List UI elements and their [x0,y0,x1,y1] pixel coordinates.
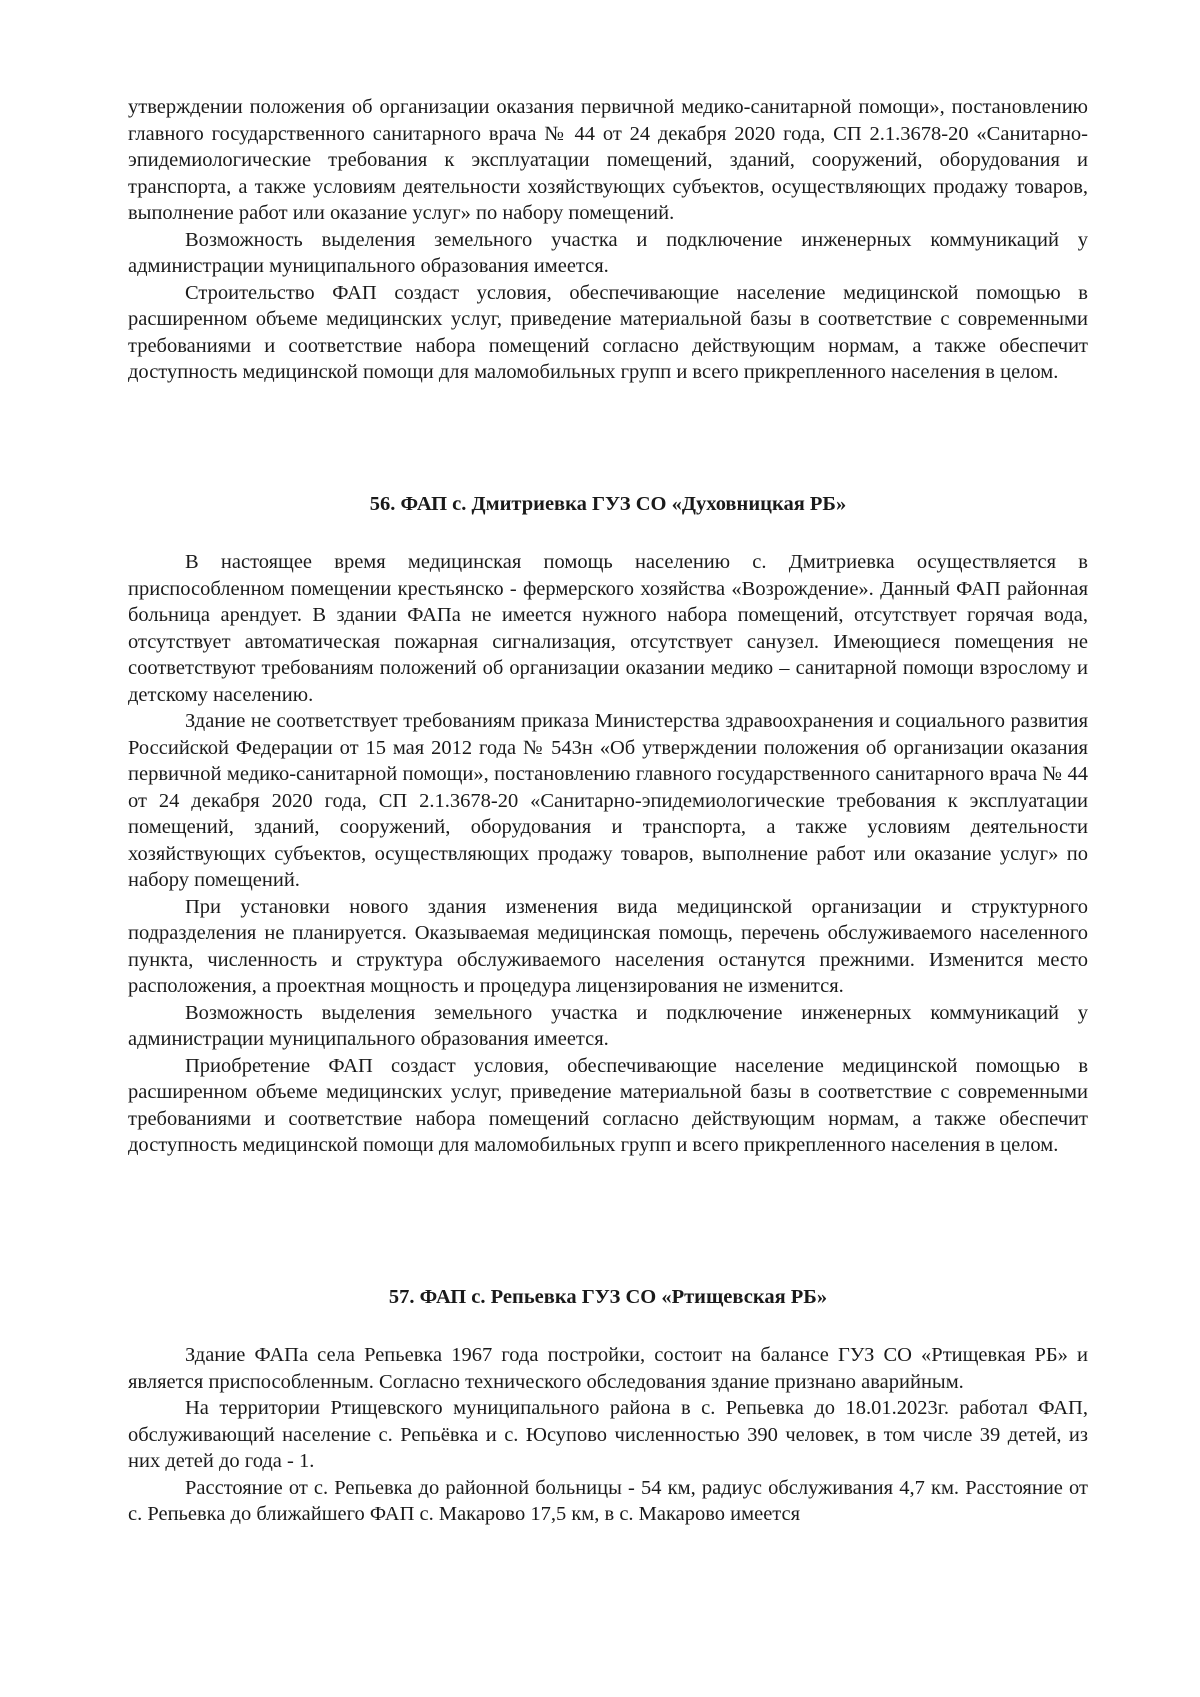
paragraph: утверждении положения об организации оказания первичной медико-санитарной помощи», постановлению главного государственного санитарного врача № 44 от 24 декабря 2020 года, СП 2.1.3678-20 «Санитарно-эпидемиологические требования к эксплуатации помещений, зданий, сооружений, оборудования и транспорта, а также условиям деятельности хозяйствующих субъектов, осуществляющих продажу товаров, выполнение работ или оказание услуг» по набору помещений. [128,96,1088,224]
paragraph: В настоящее время медицинская помощь населению с. Дмитриевка осуществляется в приспособленном помещении крестьянско - фермерского хозяйства «Возрождение». Данный ФАП районная больница арендует. В здании ФАПа не имеется нужного набора помещений, отсутствует горячая вода, отсутствует автоматическая пожарная сигнализация, отсутствует санузел. Имеющиеся помещения не соответствуют требованиям положений об организации оказании медико – санитарной помощи взрослому и детскому населению. [128,551,1088,706]
paragraph: Расстояние от с. Репьевка до районной больницы - 54 км, радиус обслуживания 4,7 км. Расстояние от с. Репьевка до ближайшего ФАП с. Макарово 17,5 км, в с. Макарово имеется [128,1476,1088,1525]
section-heading-56: 56. ФАП с. Дмитриевка ГУЗ СО «Духовницкая РБ» [369,493,847,515]
section-heading-57: 57. ФАП с. Репьевка ГУЗ СО «Ртищевская РБ» [388,1286,828,1308]
paragraph: Здание ФАПа села Репьевка 1967 года постройки, состоит на балансе ГУЗ СО «Ртищевкая РБ» и является приспособленным. Согласно технического обследования здание признано аварийным. [128,1344,1088,1393]
paragraph: Возможность выделения земельного участка и подключение инженерных коммуникаций у администрации муниципального образования имеется. [128,228,1088,277]
paragraph: Здание не соответствует требованиям приказа Министерства здравоохранения и социального развития Российской Федерации от 15 мая 2012 года № 543н «Об утверждении положения об организации оказания первичной медико-санитарной помощи», постановлению главного государственного санитарного врача № 44 от 24 декабря 2020 года, СП 2.1.3678-20 «Санитарно-эпидемиологические требования к эксплуатации помещений, зданий, сооружений, оборудования и транспорта, а также условиям деятельности хозяйствующих субъектов, осуществляющих продажу товаров, выполнение работ или оказание услуг» по набору помещений. [128,710,1088,891]
continuation-section [128,94,1088,386]
paragraph: Возможность выделения земельного участка и подключение инженерных коммуникаций у администрации муниципального образования имеется. [128,1001,1088,1050]
paragraph: При установки нового здания изменения вида медицинской организации и структурного подразделения не планируется. Оказываемая медицинская помощь, перечень обслуживаемого населенного пункта, численность и структура обслуживаемого населения останутся прежними. Изменится место расположения, а проектная мощность и процедура лицензирования не изменится. [128,895,1088,997]
paragraph: Строительство ФАП создаст условия, обеспечивающие население медицинской помощью в расширенном объеме медицинских услуг, приведение материальной базы в соответствие с современными требованиями и соответствие набора помещений согласно действующим нормам, а также обеспечит доступность медицинской помощи для маломобильных групп и всего прикрепленного населения в целом. [128,281,1088,383]
paragraph: Приобретение ФАП создаст условия, обеспечивающие население медицинской помощью в расширенном объеме медицинских услуг, приведение материальной базы в соответствие с современными требованиями и соответствие набора помещений согласно действующим нормам, а также обеспечит доступность медицинской помощи для маломобильных групп и всего прикрепленного населения в целом. [128,1054,1088,1156]
section-57-body [128,1342,1088,1528]
paragraph: На территории Ртищевского муниципального района в с. Репьевка до 18.01.2023г. работал ФАП, обслуживающий население с. Репьёвка и с. Юсупово численностью 390 человек, в том числе 39 детей, из них детей до года - 1. [128,1397,1088,1472]
section-56-body [128,549,1088,1159]
